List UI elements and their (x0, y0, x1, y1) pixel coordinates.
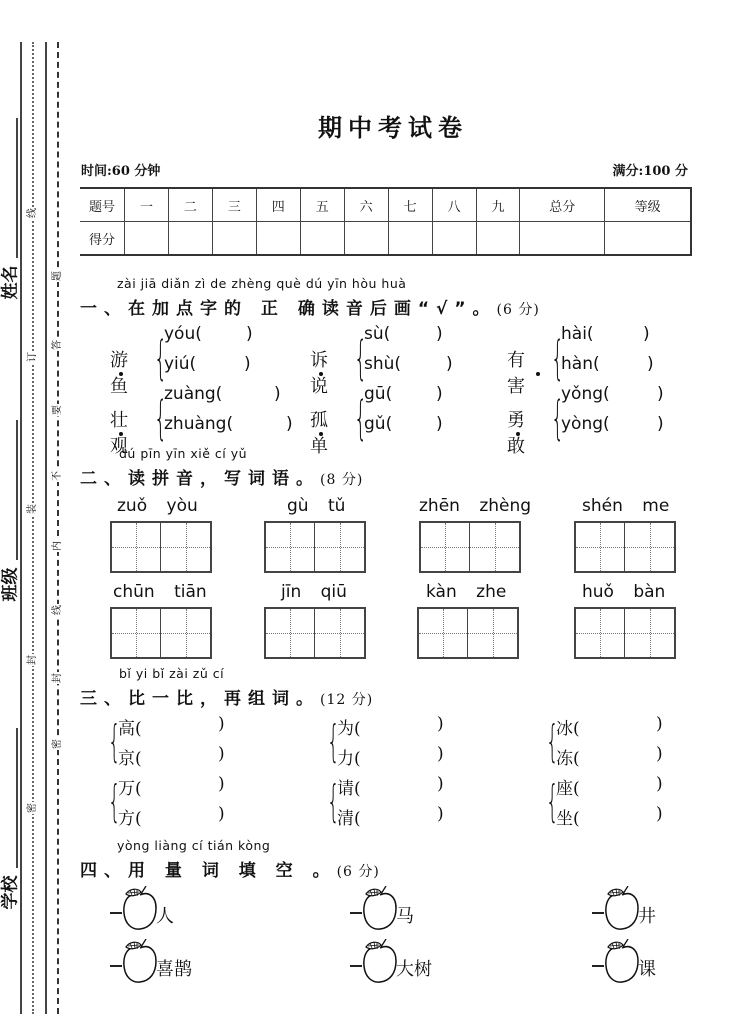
brace-icon: { (327, 716, 340, 767)
brace-icon: { (551, 391, 565, 445)
table-header-cell: 九 (476, 188, 520, 222)
table-header-cell: 一 (125, 188, 169, 222)
margin-label: 题 (52, 271, 63, 281)
compare-item[interactable]: 座( ) (556, 774, 663, 799)
margin-label: 订 (27, 352, 38, 362)
exam-time: 时间:60 分钟 (81, 164, 161, 179)
page-title: 期中考试卷 (318, 113, 468, 142)
margin-label: 内 (52, 541, 63, 551)
class-fill-line[interactable] (16, 420, 18, 560)
compare-item[interactable]: 京( ) (118, 744, 225, 769)
pinyin-option[interactable]: zuàng( ) (164, 384, 281, 404)
word-pinyin: chūn tiān (113, 582, 207, 602)
score-cell[interactable] (125, 222, 169, 256)
score-cell[interactable] (344, 222, 388, 256)
score-cell[interactable] (476, 222, 520, 256)
score-cell[interactable] (605, 222, 691, 256)
full-score: 满分:100 分 (612, 164, 688, 179)
brace-icon: { (154, 391, 168, 445)
brace-icon: { (154, 331, 168, 385)
q2-heading: 二、读拼音，写词语。(8 分) (80, 469, 364, 489)
q3-heading: 三、比一比，再组词。(12 分) (80, 689, 374, 709)
table-header-cell: 六 (344, 188, 388, 222)
emphasis-dot (516, 432, 520, 436)
yi-dash (110, 965, 122, 967)
word-pinyin: huǒ bàn (582, 582, 666, 602)
compare-item[interactable]: 冻( ) (556, 744, 663, 769)
table-header-cell: 七 (388, 188, 432, 222)
compare-item[interactable]: 为( ) (337, 714, 444, 739)
yi-dash (592, 965, 604, 967)
table-header-cell: 总分 (520, 188, 605, 222)
table-header-cell: 五 (300, 188, 344, 222)
compare-item[interactable]: 请( ) (337, 774, 444, 799)
table-header-cell: 等级 (605, 188, 691, 222)
word-pinyin: gù tǔ (287, 496, 346, 516)
writing-grid[interactable] (417, 607, 519, 659)
yi-dash (350, 912, 362, 914)
margin-label: 封 (27, 655, 38, 665)
yi-dash (110, 912, 122, 914)
apple-icon[interactable] (122, 886, 158, 932)
table-row (80, 188, 691, 222)
apple-icon[interactable] (604, 886, 640, 932)
writing-grid[interactable] (419, 521, 521, 573)
name-label: 姓名 (0, 265, 21, 300)
margin-label: 线 (52, 605, 63, 615)
brace-icon: { (108, 776, 121, 827)
pinyin-option[interactable]: yǒng( ) (561, 384, 664, 404)
writing-grid[interactable] (574, 521, 676, 573)
q4-pinyin: yòng liàng cí tián kòng (117, 838, 271, 853)
pinyin-option[interactable]: hàn( ) (561, 354, 654, 374)
compare-item[interactable]: 清( ) (337, 804, 444, 829)
pinyin-option[interactable]: yòng( ) (561, 414, 664, 434)
apple-icon[interactable] (604, 939, 640, 985)
q1-pinyin: zài jiā diǎn zì de zhèng què dú yīn hòu huà (117, 276, 407, 291)
compare-item[interactable]: 方( ) (118, 804, 225, 829)
brace-icon: { (354, 331, 368, 385)
table-header-cell: 八 (432, 188, 476, 222)
q2-pinyin: dú pīn yīn xiě cí yǔ (119, 446, 248, 461)
compare-item[interactable]: 坐( ) (556, 804, 663, 829)
writing-grid[interactable] (264, 521, 366, 573)
table-header-cell: 题号 (80, 188, 125, 222)
q4-heading: 四、用 量 词 填 空 。(6 分) (80, 861, 380, 881)
margin-label: 密 (27, 803, 38, 813)
margin-label: 装 (27, 504, 38, 514)
margin-label: 不 (52, 471, 63, 481)
pinyin-option[interactable]: hài( ) (561, 324, 650, 344)
margin-label: 答 (52, 340, 63, 350)
compare-item[interactable]: 高( ) (118, 714, 225, 739)
brace-icon: { (551, 331, 565, 385)
word-pinyin: jīn qiū (281, 582, 347, 602)
writing-grid[interactable] (110, 607, 212, 659)
margin-label: 线 (27, 208, 38, 218)
margin-label: 密 (52, 739, 63, 749)
writing-grid[interactable] (264, 607, 366, 659)
q3-pinyin: bǐ yi bǐ zài zǔ cí (119, 666, 225, 681)
score-cell[interactable] (432, 222, 476, 256)
table-row-label: 得分 (80, 222, 125, 256)
brace-icon: { (546, 716, 559, 767)
emphasis-dot (119, 372, 123, 376)
margin-line-dotted (32, 42, 34, 1014)
apple-icon[interactable] (362, 939, 398, 985)
table-header-cell: 四 (256, 188, 300, 222)
margin-line-inner (45, 42, 47, 1014)
score-cell[interactable] (212, 222, 256, 256)
emphasis-dot (536, 372, 540, 376)
pinyin-option[interactable]: gū( ) (364, 384, 443, 404)
word-pinyin: zuǒ yòu (117, 496, 198, 516)
school-fill-line[interactable] (16, 728, 18, 868)
yi-dash (350, 965, 362, 967)
score-cell[interactable] (168, 222, 212, 256)
pinyin-option[interactable]: yóu( ) (164, 324, 253, 344)
apple-icon[interactable] (122, 939, 158, 985)
writing-grid[interactable] (574, 607, 676, 659)
margin-label: 要 (52, 405, 63, 415)
q1-heading: 一、在加点字的 正 确读音后画“√”。(6 分) (80, 299, 540, 319)
pinyin-option[interactable]: zhuàng( ) (164, 414, 293, 434)
word-pinyin: kàn zhe (426, 582, 507, 602)
word-pinyin: zhēn zhèng (419, 496, 532, 516)
margin-line-outer (20, 42, 22, 1014)
table-header-cell: 三 (212, 188, 256, 222)
compare-item[interactable]: 力( ) (337, 744, 444, 769)
margin-label: 封 (52, 673, 63, 683)
brace-icon: { (546, 776, 559, 827)
score-cell[interactable] (256, 222, 300, 256)
emphasis-dot (319, 372, 323, 376)
score-cell[interactable] (300, 222, 344, 256)
table-row (80, 222, 691, 256)
emphasis-dot (319, 432, 323, 436)
score-cell[interactable] (388, 222, 432, 256)
pinyin-option[interactable]: shù( ) (364, 354, 453, 374)
writing-grid[interactable] (110, 521, 212, 573)
brace-icon: { (354, 391, 368, 445)
yi-dash (592, 912, 604, 914)
score-cell[interactable] (520, 222, 605, 256)
compare-item[interactable]: 冰( ) (556, 714, 663, 739)
pinyin-option[interactable]: gǔ( ) (364, 414, 443, 434)
class-label: 班级 (0, 567, 21, 602)
score-table (80, 187, 692, 256)
brace-icon: { (108, 716, 121, 767)
apple-icon[interactable] (362, 886, 398, 932)
school-label: 学校 (0, 875, 21, 910)
compare-item[interactable]: 万( ) (118, 774, 225, 799)
table-header-cell: 二 (168, 188, 212, 222)
emphasis-dot (119, 432, 123, 436)
pinyin-option[interactable]: sù( ) (364, 324, 443, 344)
brace-icon: { (327, 776, 340, 827)
pinyin-option[interactable]: yiú( ) (164, 354, 251, 374)
word-pinyin: shén me (582, 496, 670, 516)
margin-line-dashed (57, 42, 59, 1014)
